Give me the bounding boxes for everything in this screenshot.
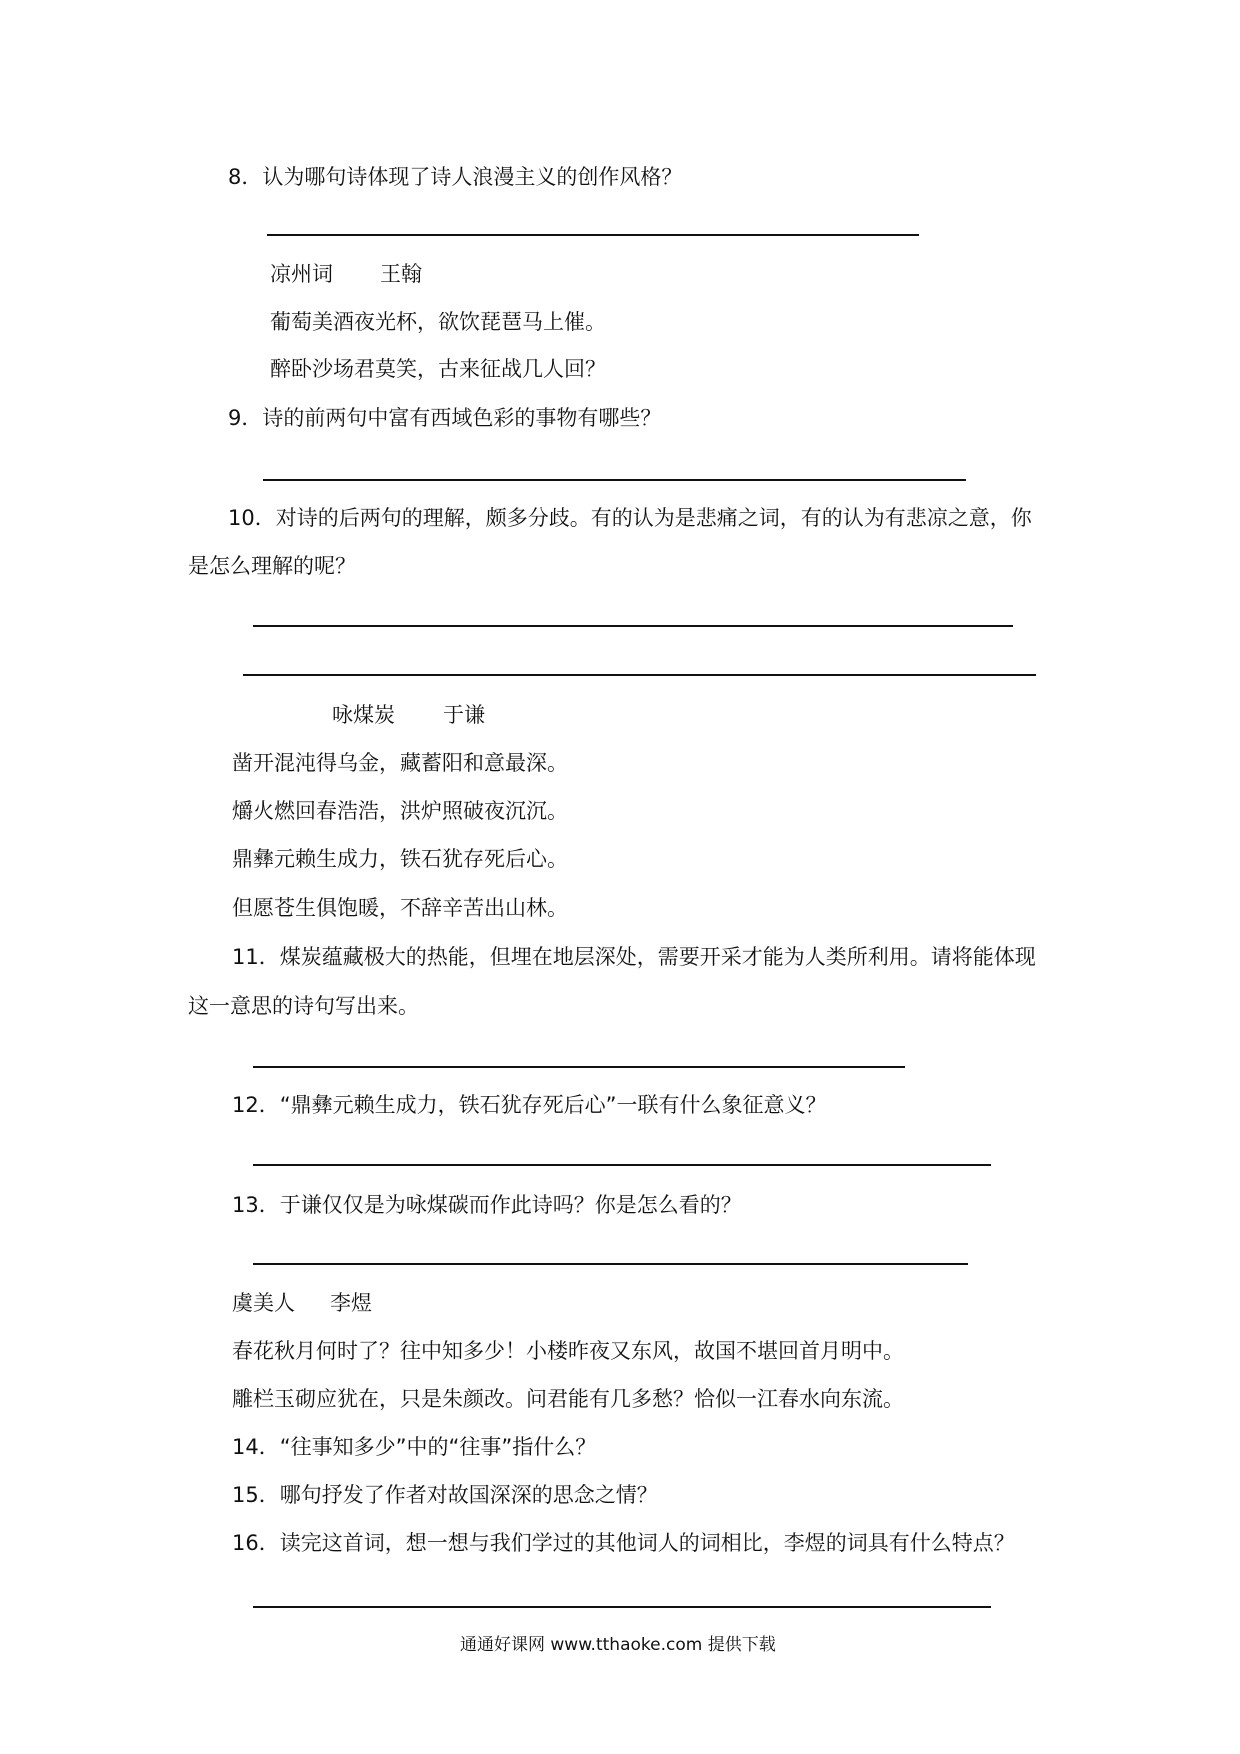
poem-author-liyu: 李煜 bbox=[330, 1291, 372, 1315]
poem-line: 春花秋月何时了？往中知多少！小楼昨夜又东风，故国不堪回首月明中。 bbox=[232, 1339, 904, 1363]
poem-title-yumeiren: 虞美人 bbox=[232, 1291, 295, 1315]
poem-line: 凿开混沌得乌金，藏蓄阳和意最深。 bbox=[232, 751, 568, 775]
question-15: 15．哪句抒发了作者对故国深深的思念之情？ bbox=[232, 1483, 658, 1507]
question-10-line-2: 是怎么理解的呢？ bbox=[188, 554, 356, 578]
answer-line-11 bbox=[253, 1066, 905, 1068]
poem-line: 鼎彝元赖生成力，铁石犹存死后心。 bbox=[232, 847, 568, 871]
question-9: 9．诗的前两句中富有西域色彩的事物有哪些？ bbox=[228, 406, 662, 430]
question-16: 16．读完这首词，想一想与我们学过的其他词人的词相比，李煜的词具有什么特点？ bbox=[232, 1531, 1015, 1555]
poem-title-yongmeitan: 咏煤炭 bbox=[332, 703, 395, 727]
poem-line: 醉卧沙场君莫笑，古来征战几人回？ bbox=[270, 357, 606, 381]
question-11-line-2: 这一意思的诗句写出来。 bbox=[188, 994, 419, 1018]
answer-line-10b bbox=[243, 674, 1036, 676]
question-12: 12．“鼎彝元赖生成力，铁石犹存死后心”一联有什么象征意义？ bbox=[232, 1093, 827, 1117]
question-8: 8．认为哪句诗体现了诗人浪漫主义的创作风格？ bbox=[228, 165, 683, 189]
poem-title-liangzhouci: 凉州词 bbox=[270, 262, 333, 286]
poem-line: 雕栏玉砌应犹在，只是朱颜改。问君能有几多愁？恰似一江春水向东流。 bbox=[232, 1387, 904, 1411]
question-13: 13．于谦仅仅是为咏煤碳而作此诗吗？你是怎么看的？ bbox=[232, 1193, 742, 1217]
answer-line-9 bbox=[263, 479, 966, 481]
question-11-line-1: 11．煤炭蕴藏极大的热能，但埋在地层深处，需要开采才能为人类所利用。请将能体现 bbox=[232, 945, 1036, 969]
answer-line-10a bbox=[253, 625, 1013, 627]
poem-author-yuqian: 于谦 bbox=[443, 703, 485, 727]
poem-author-wanghan: 王翰 bbox=[380, 262, 422, 286]
answer-line-16 bbox=[253, 1606, 991, 1608]
poem-line: 爝火燃回春浩浩，洪炉照破夜沉沉。 bbox=[232, 799, 568, 823]
question-10-line-1: 10．对诗的后两句的理解，颇多分歧。有的认为是悲痛之词，有的认为有悲凉之意，你 bbox=[228, 506, 1032, 530]
poem-line: 但愿苍生俱饱暖，不辞辛苦出山林。 bbox=[232, 896, 568, 920]
question-14: 14．“往事知多少”中的“往事”指什么？ bbox=[232, 1435, 597, 1459]
poem-line: 葡萄美酒夜光杯，欲饮琵琶马上催。 bbox=[270, 310, 606, 334]
answer-line-8 bbox=[267, 234, 919, 236]
answer-line-13 bbox=[253, 1263, 968, 1265]
answer-line-12 bbox=[253, 1164, 991, 1166]
page-footer: 通通好课网 www.tthaoke.com 提供下载 bbox=[460, 1635, 776, 1655]
